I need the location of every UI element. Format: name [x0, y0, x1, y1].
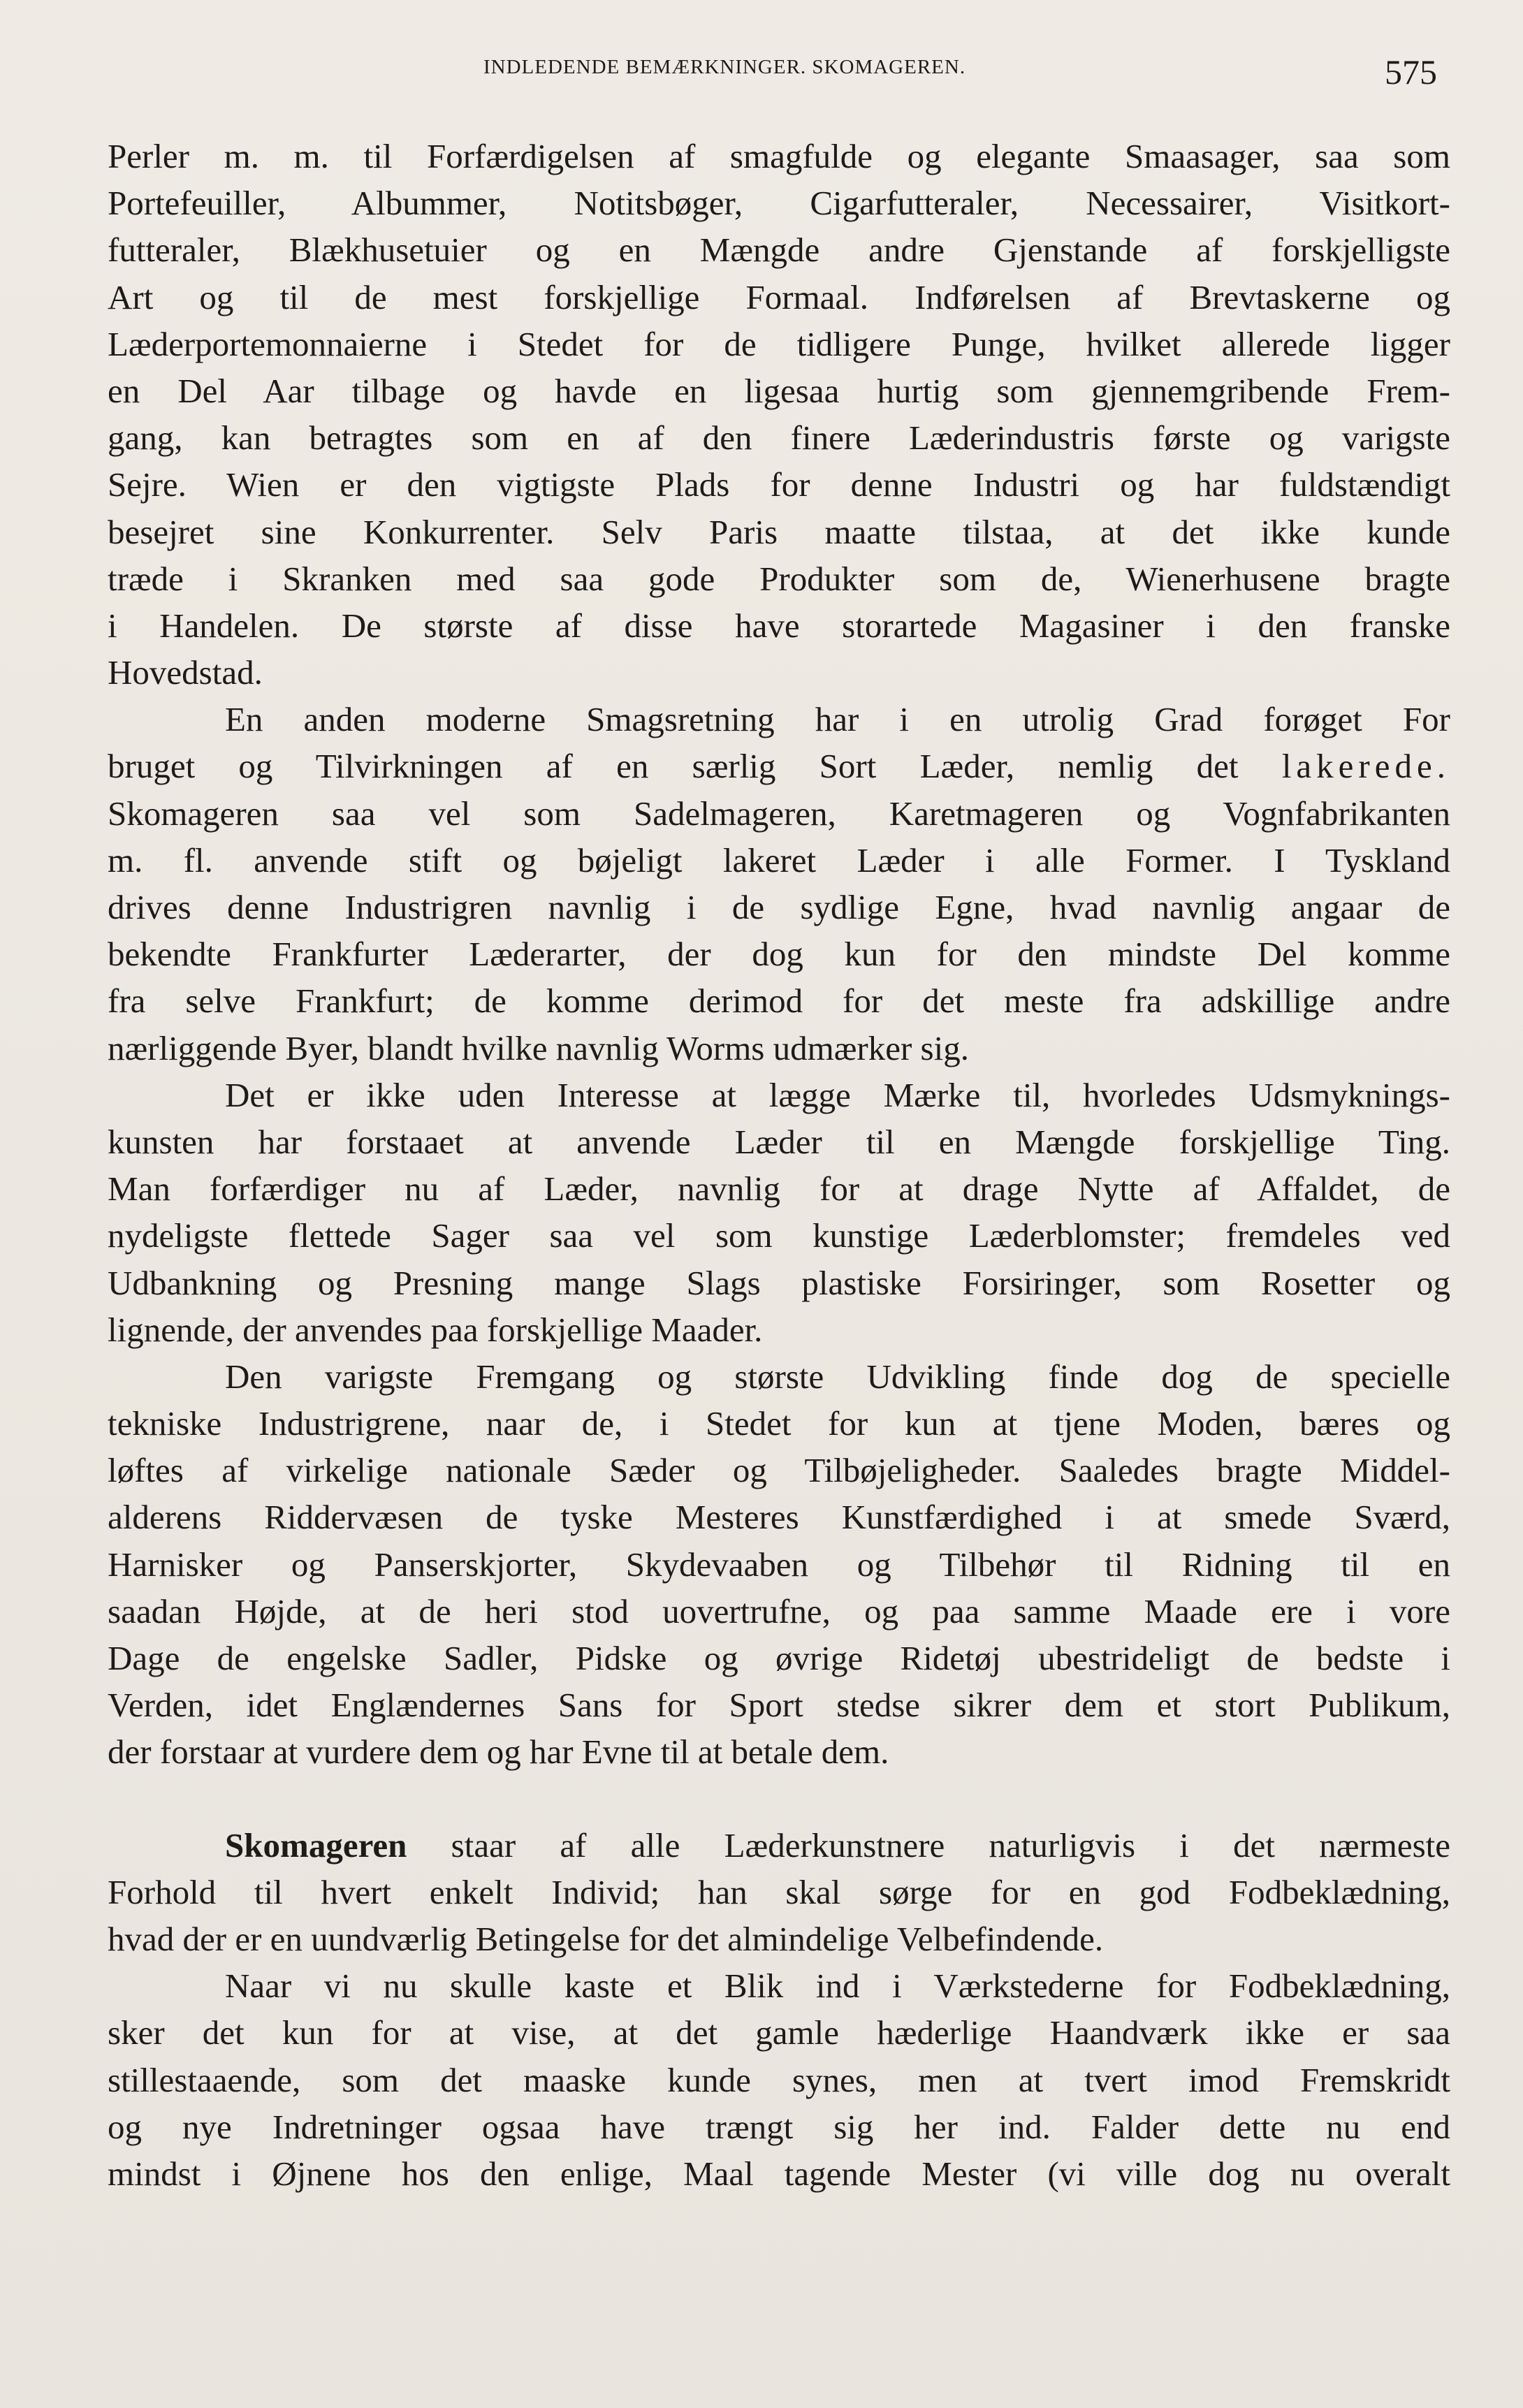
text-line: sker det kun for at vise, at det gamle hæderlige Haandværk ikke er saa [108, 2013, 1450, 2052]
paragraph-3 [108, 1072, 1450, 1353]
text-line: gang, kan betragtes som en af den finere Læderindustris første og varigste [108, 418, 1450, 458]
text-line: mindst i Øjnene hos den enlige, Maal tagende Mester (vi ville dog nu overalt [108, 2154, 1450, 2193]
paragraph-5 [108, 1822, 1450, 1963]
text-line: nydeligste flettede Sager saa vel som kunstige Læderblomster; fremdeles ved [108, 1216, 1450, 1255]
text-line: Man forfærdiger nu af Læder, navnlig for at drage Nytte af Affaldet, de [108, 1169, 1450, 1209]
text-line: Skomageren saa vel som Sadelmageren, Karetmageren og Vognfabrikanten [108, 794, 1450, 833]
spaced-emphasis: lakerede. [1281, 747, 1450, 786]
paragraph-2 [108, 696, 1450, 1072]
text-line: fra selve Frankfurt; de komme derimod for det meste fra adskillige andre [108, 982, 1450, 1021]
text-line: Udbankning og Presning mange Slags plastiske Forsiringer, som Rosetter og [108, 1263, 1450, 1302]
paragraph-6 [108, 1962, 1450, 2197]
text-line: løftes af virkelige nationale Sæder og Tilbøjeligheder. Saaledes bragte Middel- [108, 1451, 1450, 1490]
text-line: Portefeuiller, Albummer, Notitsbøger, Cigarfutteraler, Necessairer, Visitkort- [108, 184, 1450, 223]
text-line: Læderportemonnaierne i Stedet for de tidligere Punge, hvilket allerede ligger [108, 324, 1450, 363]
page-number: 575 [1385, 52, 1437, 92]
text-line: Art og til de mest forskjellige Formaal. Indførelsen af Brevtaskerne og [108, 277, 1450, 316]
paragraph-4 [108, 1353, 1450, 1776]
text-line: Det er ikke uden Interesse at lægge Mærke til, hvorledes Udsmyknings- [225, 1075, 1450, 1114]
text-line: træde i Skranken med saa gode Produkter som de, Wienerhusene bragte [108, 559, 1450, 598]
running-title: INDLEDENDE BEMÆRKNINGER. SKOMAGEREN. [483, 56, 966, 78]
text-line: besejret sine Konkurrenter. Selv Paris maatte tilstaa, at det ikke kunde [108, 512, 1450, 551]
section-lead-word: Skomageren [225, 1825, 407, 1865]
text-line: m. fl. anvende stift og bøjeligt lakeret Læder i alle Former. I Tyskland [108, 840, 1450, 880]
text-line: Naar vi nu skulle kaste et Blik ind i Værkstederne for Fodbeklædning, [225, 1966, 1450, 2006]
text-line: i Handelen. De største af disse have storartede Magasiner i den franske [108, 606, 1450, 645]
text-segment: bruget og Tilvirkningen af en særlig Sort Læder, nemlig det [108, 747, 1239, 786]
page-header [0, 52, 1523, 92]
text-line: nærliggende Byer, blandt hvilke navnlig Worms udmærker sig. [108, 1028, 969, 1067]
text-line [108, 1822, 1450, 1869]
paragraph-1 [108, 133, 1450, 696]
text-line: drives denne Industrigren navnlig i de sydlige Egne, hvad navnlig angaar de [108, 888, 1450, 926]
text-line: kunsten har forstaaet at anvende Læder til en Mængde forskjellige Ting. [108, 1122, 1450, 1161]
text-line: alderens Riddervæsen de tyske Mesteres Kunstfærdighed i at smede Sværd, [108, 1498, 1450, 1537]
text-line: En anden moderne Smagsretning har i en utrolig Grad forøget For [225, 700, 1450, 739]
text-line: Verden, idet Englændernes Sans for Sport stedse sikrer dem et stort Publikum, [108, 1686, 1450, 1725]
text-line: Hovedstad. [108, 653, 263, 692]
text-line: Den varigste Fremgang og største Udvikling finde dog de specielle [225, 1357, 1450, 1396]
text-segment: staar af alle Læderkunstnere naturligvis i det nærmeste [451, 1825, 1450, 1865]
text-line [108, 743, 1450, 789]
text-line: Forhold til hvert enkelt Individ; han skal sørge for en god Fodbeklædning, [108, 1872, 1450, 1911]
body-text [108, 133, 1450, 2197]
text-line: en Del Aar tilbage og havde en ligesaa hurtig som gjennemgribende Frem- [108, 371, 1450, 410]
text-line: lignende, der anvendes paa forskjellige Maader. [108, 1310, 763, 1349]
text-line: bekendte Frankfurter Læderarter, der dog kun for den mindste Del komme [108, 935, 1450, 974]
text-line: futteraler, Blækhusetuier og en Mængde andre Gjenstande af forskjelligste [108, 231, 1450, 270]
text-line: Harnisker og Panserskjorter, Skydevaaben og Tilbehør til Ridning til en [108, 1545, 1450, 1584]
text-line: og nye Indretninger ogsaa have trængt sig her ind. Falder dette nu end [108, 2107, 1450, 2146]
text-line: Dage de engelske Sadler, Pidske og øvrige Ridetøj ubestrideligt de bedste i [108, 1639, 1450, 1677]
text-line: der forstaar at vurdere dem og har Evne til at betale dem. [108, 1732, 889, 1772]
text-line: saadan Højde, at de heri stod uovertrufne, og paa samme Maade ere i vore [108, 1591, 1450, 1630]
text-line: Perler m. m. til Forfærdigelsen af smagfulde og elegante Smaasager, saa som [108, 137, 1450, 175]
text-line: Sejre. Wien er den vigtigste Plads for denne Industri og har fuldstændigt [108, 465, 1450, 504]
section-gap [108, 1776, 1450, 1822]
text-line: hvad der er en uundværlig Betingelse for det almindelige Velbefindende. [108, 1919, 1104, 1958]
text-line: tekniske Industrigrene, naar de, i Stedet for kun at tjene Moden, bæres og [108, 1404, 1450, 1443]
text-line: stillestaaende, som det maaske kunde synes, men at tvert imod Fremskridt [108, 2060, 1450, 2099]
